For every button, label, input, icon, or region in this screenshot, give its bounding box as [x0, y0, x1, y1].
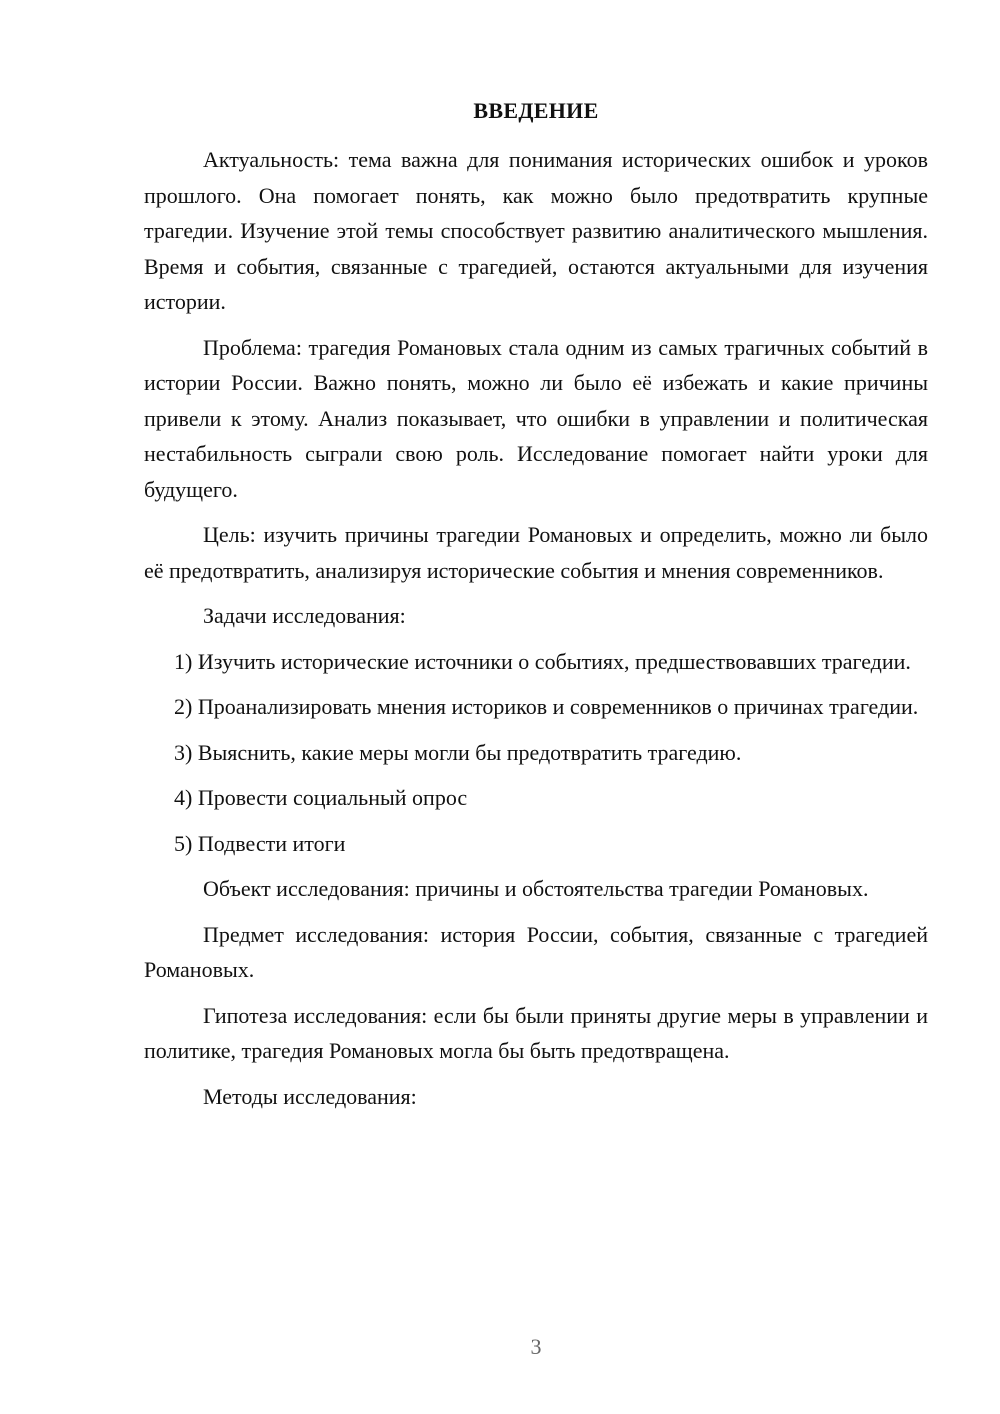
paragraph-object: Объект исследования: причины и обстоятельства трагедии Романовых.	[203, 876, 869, 901]
paragraph-hypothesis: Гипотеза исследования: если бы были приняты другие меры в управлении и политике, трагедия Романовых могла бы быть предотвращена.	[144, 1002, 928, 1063]
page-number: 3	[530, 1334, 542, 1359]
paragraph-relevance: Актуальность: тема важна для понимания исторических ошибок и уроков прошлого. Она помогает понять, как можно было предотвратить крупные трагедии. Изучение этой темы способствует развитию аналитического мышления. Время и события, связанные с трагедией, остаются актуальными для изучения истории.	[144, 147, 928, 314]
methods-heading: Методы исследования:	[203, 1083, 417, 1109]
paragraph-goal: Цель: изучить причины трагедии Романовых и определить, можно ли было её предотвратить, анализируя исторические события и мнения современников.	[144, 522, 928, 583]
paragraph-problem: Проблема: трагедия Романовых стала одним из самых трагичных событий в истории России. Важно понять, можно ли было её избежать и какие причины привели к этому. Анализ показывает, что ошибки в управлении и политическая нестабильность сыграли свою роль. Исследование помогает найти уроки для будущего.	[144, 334, 928, 502]
document-body	[144, 142, 928, 1124]
task-item-1: 1) Изучить исторические источники о событиях, предшествовавших трагедии.	[174, 648, 911, 674]
task-item-2: 2) Проанализировать мнения историков и современников о причинах трагедии.	[174, 694, 919, 719]
task-item-3: 3) Выяснить, какие меры могли бы предотвратить трагедию.	[174, 739, 742, 765]
tasks-heading: Задачи исследования:	[203, 603, 406, 628]
paragraph-subject: Предмет исследования: история России, события, связанные с трагедией Романовых.	[144, 921, 928, 982]
task-item-5: 5) Подвести итоги	[174, 830, 346, 856]
task-item-4: 4) Провести социальный опрос	[174, 785, 468, 810]
page-title: ВВЕДЕНИЕ	[473, 98, 599, 123]
